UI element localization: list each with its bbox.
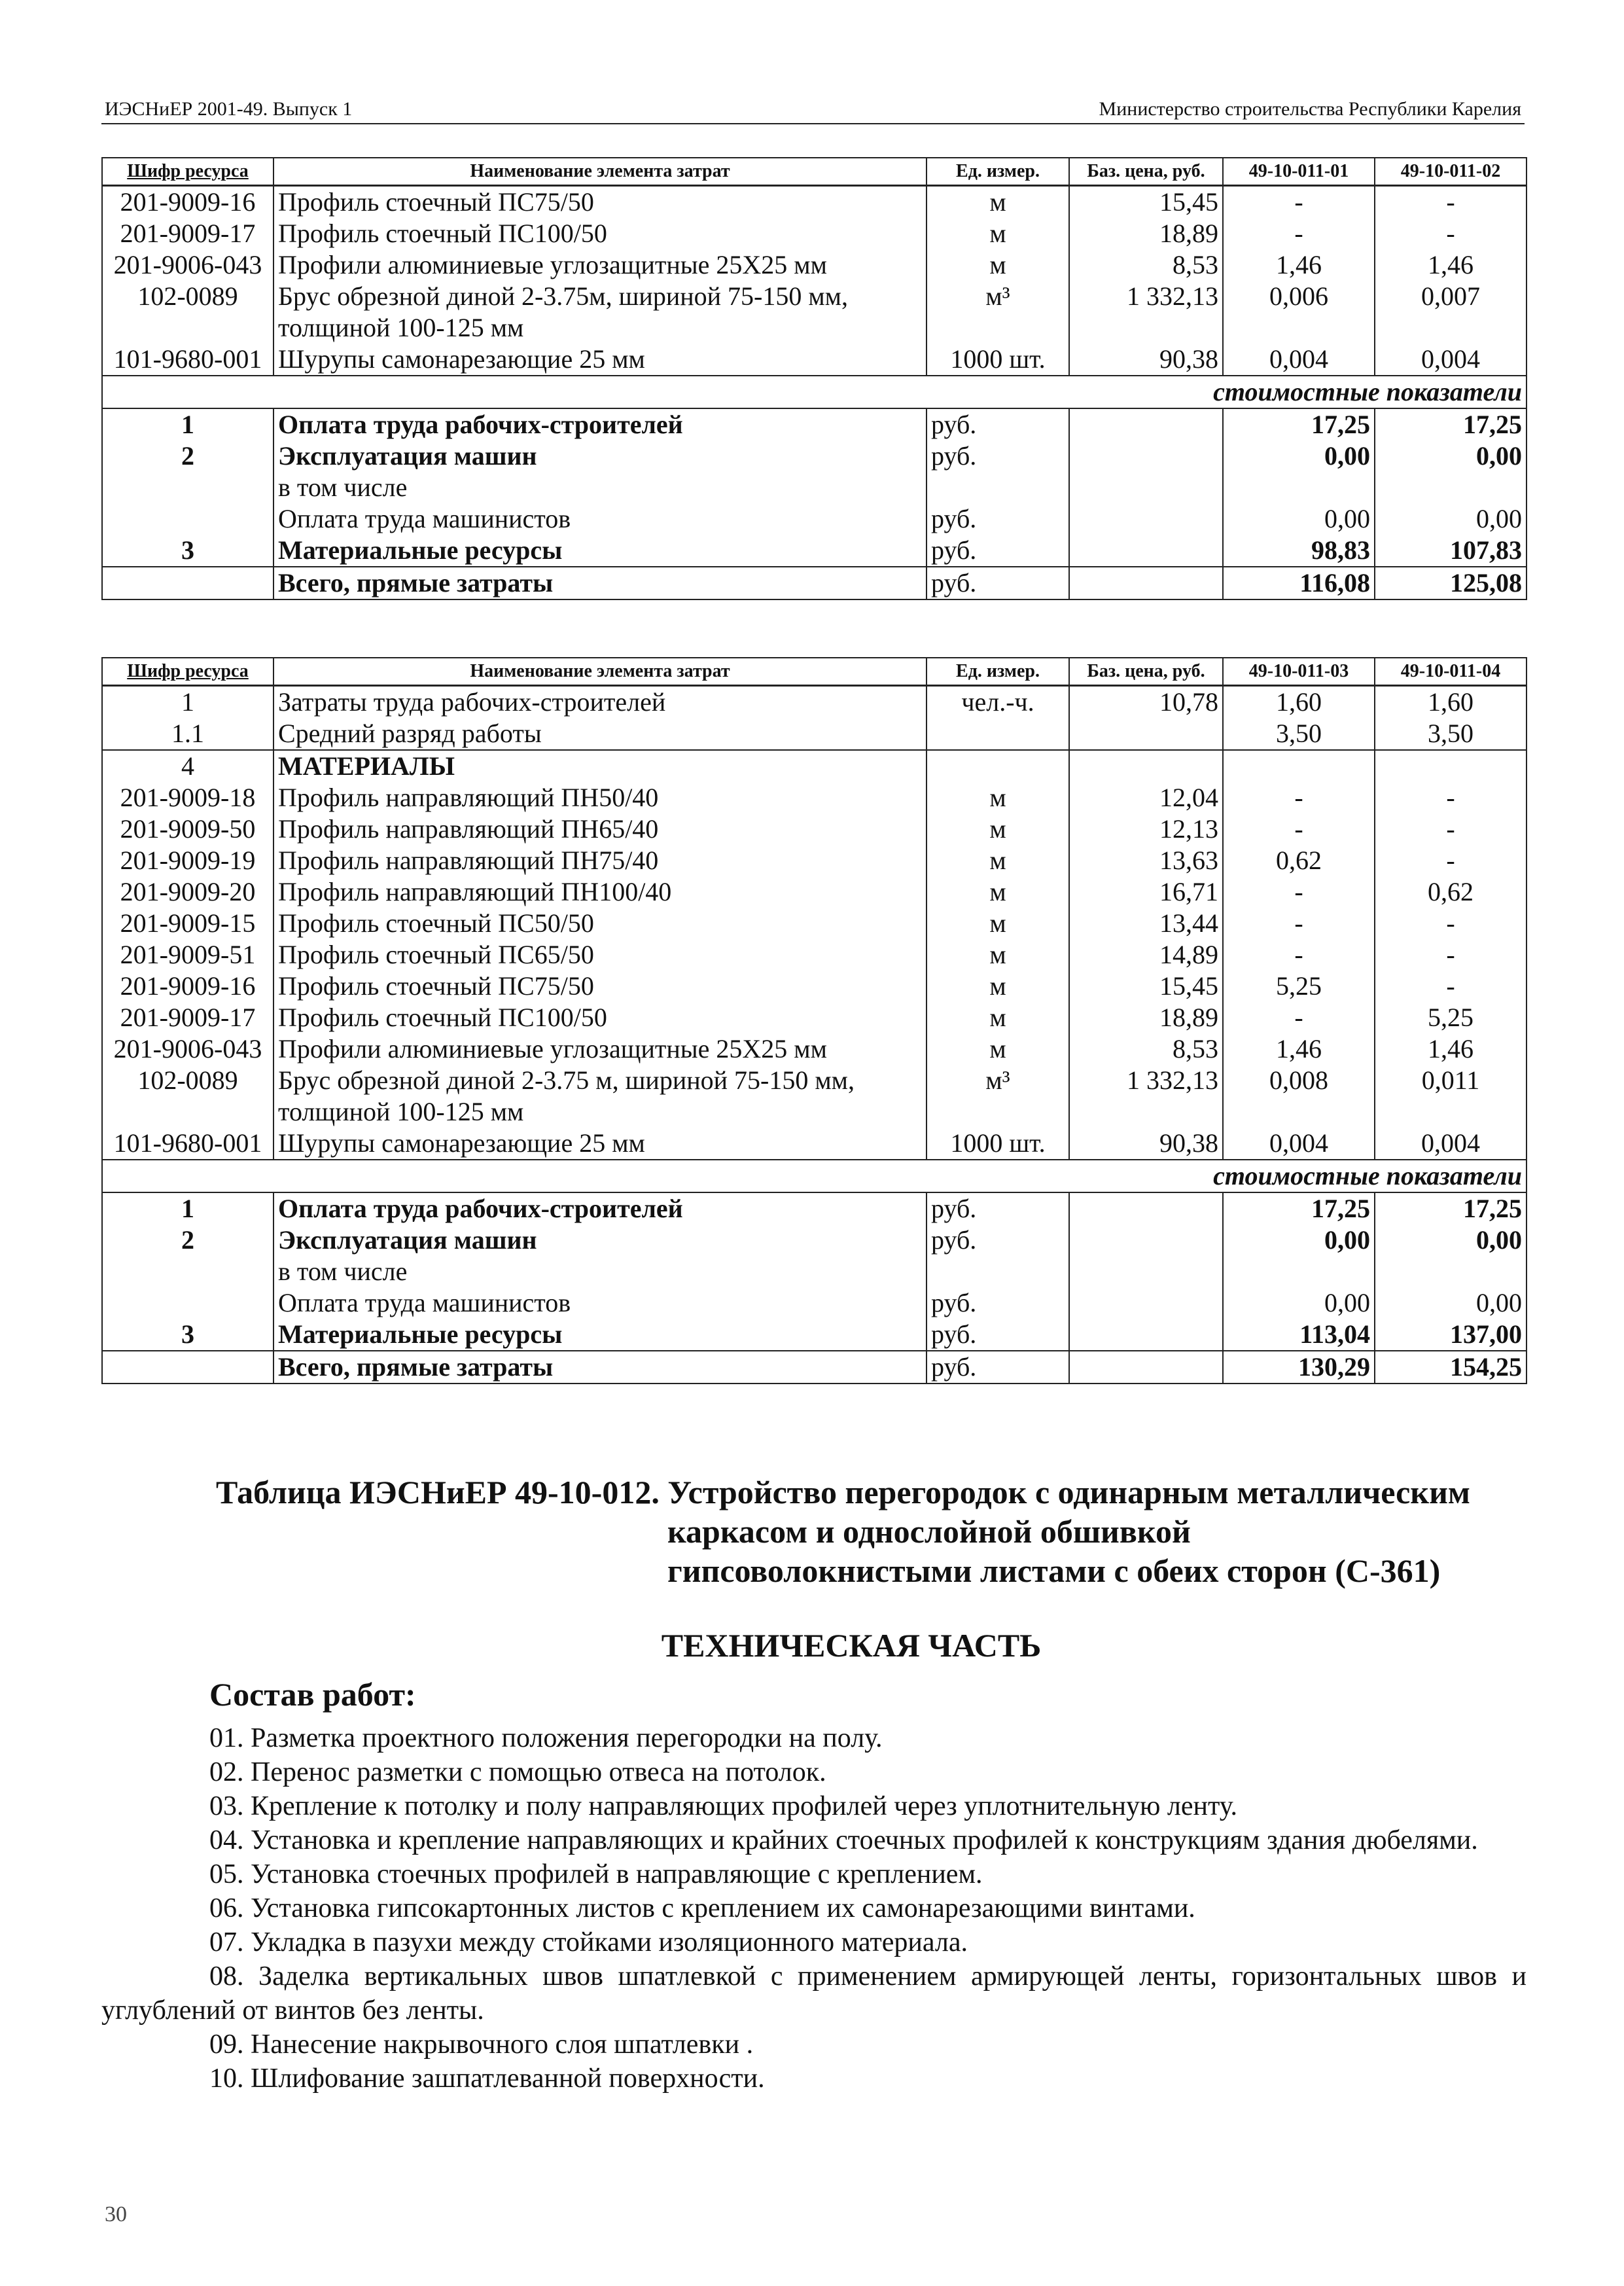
norm-value: 1,46 [1375, 249, 1527, 281]
cost-name: в том числе [274, 1256, 927, 1287]
norm-value: - [1223, 218, 1375, 249]
empty-cell [1069, 503, 1223, 535]
work-item: 03. Крепление к потолку и полу направляющих профилей через уплотнительную ленту. [209, 1791, 1238, 1821]
works-heading: Состав работ: [209, 1676, 416, 1713]
cost-unit [927, 472, 1069, 503]
resource-name: Профиль стоечный ПС100/50 [274, 218, 927, 249]
norm-value: - [1223, 939, 1375, 971]
cost-row [102, 408, 1527, 440]
base-price: 90,38 [1069, 1128, 1223, 1160]
cost-value: 17,25 [1223, 408, 1375, 440]
cost-code [102, 1256, 274, 1287]
cost-value: 137,00 [1375, 1319, 1527, 1351]
cost-value: 0,00 [1375, 503, 1527, 535]
table-row [102, 218, 1527, 249]
section-code: 4 [102, 750, 274, 782]
norm-value: 3,50 [1375, 718, 1527, 750]
cost-code [102, 472, 274, 503]
empty-cell [927, 750, 1069, 782]
column-header: Баз. цена, руб. [1069, 658, 1223, 686]
norm-value: - [1223, 186, 1375, 219]
column-header: 49-10-011-03 [1223, 658, 1375, 686]
table-header [102, 658, 1527, 686]
resource-unit: 1000 шт. [927, 344, 1069, 376]
cost-unit: руб. [927, 1224, 1069, 1256]
table-row [102, 813, 1527, 845]
empty-cell [1069, 1224, 1223, 1256]
table-row [102, 845, 1527, 876]
cost-code: 3 [102, 535, 274, 567]
resource-name: Брус обрезной диной 2-3.75м, шириной 75-150 мм, толщиной 100-125 мм [274, 281, 927, 344]
norm-value: - [1223, 1002, 1375, 1033]
base-price: 13,63 [1069, 845, 1223, 876]
page-header [101, 98, 1525, 124]
column-header: Наименование элемента затрат [274, 158, 927, 186]
resource-name: Средний разряд работы [274, 718, 927, 750]
norm-value: 3,50 [1223, 718, 1375, 750]
resource-unit: м [927, 908, 1069, 939]
resource-code: 201-9009-50 [102, 813, 274, 845]
resource-name: Профиль стоечный ПС75/50 [274, 971, 927, 1002]
work-item: 05. Установка стоечных профилей в направляющие с креплением. [209, 1859, 983, 1889]
resource-code: 102-0089 [102, 281, 274, 344]
resource-unit [927, 718, 1069, 750]
cost-unit: руб. [927, 503, 1069, 535]
table-row [102, 686, 1527, 719]
work-item: 01. Разметка проектного положения перегородки на полу. [209, 1723, 883, 1753]
empty-cell [1069, 1192, 1223, 1224]
norm-value: 0,004 [1375, 1128, 1527, 1160]
norm-value: 1,46 [1223, 1033, 1375, 1065]
norm-value: 1,46 [1223, 249, 1375, 281]
resource-code: 1.1 [102, 718, 274, 750]
resource-code: 201-9006-043 [102, 1033, 274, 1065]
cost-code [102, 1287, 274, 1319]
base-price: 1 332,13 [1069, 281, 1223, 344]
resource-code: 201-9009-15 [102, 908, 274, 939]
norm-value: 0,008 [1223, 1065, 1375, 1128]
cost-code [102, 503, 274, 535]
cost-row [102, 1256, 1527, 1287]
norm-value: 5,25 [1223, 971, 1375, 1002]
cost-value: 0,00 [1223, 440, 1375, 472]
cost-name: Эксплуатация машин [274, 1224, 927, 1256]
cost-name: Материальные ресурсы [274, 535, 927, 567]
norm-value: - [1223, 908, 1375, 939]
cost-value: 17,25 [1223, 1192, 1375, 1224]
cost-name: Оплата труда рабочих-строителей [274, 1192, 927, 1224]
base-price: 18,89 [1069, 1002, 1223, 1033]
resource-unit: м [927, 813, 1069, 845]
resource-name: Профили алюминиевые углозащитные 25Х25 мм [274, 1033, 927, 1065]
resource-unit: м [927, 249, 1069, 281]
total-row [102, 1351, 1527, 1384]
cost-indicators-label: стоимостные показатели [102, 1160, 1527, 1192]
table-row [102, 908, 1527, 939]
table-row [102, 1128, 1527, 1160]
resource-unit: чел.-ч. [927, 686, 1069, 719]
cost-value: 107,83 [1375, 535, 1527, 567]
base-price: 8,53 [1069, 249, 1223, 281]
resource-code: 201-9009-17 [102, 1002, 274, 1033]
table-row [102, 249, 1527, 281]
cost-name: Материальные ресурсы [274, 1319, 927, 1351]
header-doc-title: ИЭСНиЕР 2001-49. Выпуск 1 [105, 98, 353, 120]
empty-cell [1069, 472, 1223, 503]
resource-unit: м [927, 1002, 1069, 1033]
cost-indicators-label: стоимостные показатели [102, 376, 1527, 408]
table-row [102, 1002, 1527, 1033]
cost-value [1223, 1256, 1375, 1287]
base-price: 16,71 [1069, 876, 1223, 908]
norm-value: 0,004 [1223, 344, 1375, 376]
norm-value: - [1223, 813, 1375, 845]
norm-value: - [1375, 939, 1527, 971]
table-row [102, 939, 1527, 971]
norm-value: 0,006 [1223, 281, 1375, 344]
cost-value: 113,04 [1223, 1319, 1375, 1351]
work-item: 02. Перенос разметки с помощью отвеса на потолок. [209, 1757, 826, 1787]
cost-value: 0,00 [1375, 1287, 1527, 1319]
empty-cell [1069, 1256, 1223, 1287]
table-row [102, 876, 1527, 908]
cost-name: Оплата труда рабочих-строителей [274, 408, 927, 440]
section-title [216, 1473, 1544, 1590]
resource-name: Брус обрезной диной 2-3.75 м, шириной 75-150 мм, толщиной 100-125 мм [274, 1065, 927, 1128]
norm-value: 0,004 [1223, 1128, 1375, 1160]
resource-code: 102-0089 [102, 1065, 274, 1128]
cost-code: 2 [102, 1224, 274, 1256]
resource-code: 201-9009-17 [102, 218, 274, 249]
column-header: 49-10-011-01 [1223, 158, 1375, 186]
norm-value: 0,011 [1375, 1065, 1527, 1128]
cost-name: Эксплуатация машин [274, 440, 927, 472]
column-header: Баз. цена, руб. [1069, 158, 1223, 186]
empty-cell [102, 567, 274, 599]
resource-name: Профиль направляющий ПН50/40 [274, 782, 927, 813]
norm-value: - [1375, 218, 1527, 249]
resource-unit: 1000 шт. [927, 1128, 1069, 1160]
total-value: 154,25 [1375, 1351, 1527, 1384]
cost-row [102, 1319, 1527, 1351]
resource-code: 101-9680-001 [102, 344, 274, 376]
resource-code: 1 [102, 686, 274, 719]
header-ministry: Министерство строительства Республики Карелия [1099, 98, 1521, 120]
cost-unit: руб. [927, 1287, 1069, 1319]
cost-value [1375, 1256, 1527, 1287]
column-header: 49-10-011-02 [1375, 158, 1527, 186]
cost-value [1223, 472, 1375, 503]
norm-value: 1,60 [1223, 686, 1375, 719]
base-price: 12,04 [1069, 782, 1223, 813]
resource-code: 201-9009-18 [102, 782, 274, 813]
norm-value: 0,007 [1375, 281, 1527, 344]
empty-cell [1223, 750, 1375, 782]
cost-code: 3 [102, 1319, 274, 1351]
cost-row [102, 472, 1527, 503]
title-line-3: гипсоволокнистыми листами с обеих сторон (С-361) [667, 1552, 1441, 1589]
empty-cell [1069, 1319, 1223, 1351]
base-price: 90,38 [1069, 344, 1223, 376]
resource-name: Профиль стоечный ПС50/50 [274, 908, 927, 939]
norm-value: - [1375, 908, 1527, 939]
cost-indicators-row [102, 376, 1527, 408]
cost-value [1375, 472, 1527, 503]
resource-name: Профиль стоечный ПС65/50 [274, 939, 927, 971]
cost-value: 0,00 [1375, 440, 1527, 472]
total-value: 116,08 [1223, 567, 1375, 599]
base-price: 18,89 [1069, 218, 1223, 249]
empty-cell [1069, 750, 1223, 782]
base-price: 12,13 [1069, 813, 1223, 845]
table-row [102, 971, 1527, 1002]
cost-value: 0,00 [1375, 1224, 1527, 1256]
norm-value: 5,25 [1375, 1002, 1527, 1033]
cost-unit: руб. [927, 535, 1069, 567]
column-header: Шифр ресурса [102, 658, 274, 686]
cost-row [102, 440, 1527, 472]
norm-value: 0,62 [1375, 876, 1527, 908]
base-price: 1 332,13 [1069, 1065, 1223, 1128]
cost-value: 0,00 [1223, 1287, 1375, 1319]
work-item: 06. Установка гипсокартонных листов с креплением их самонарезающими винтами. [209, 1893, 1195, 1923]
resource-name: Профили алюминиевые углозащитные 25Х25 мм [274, 249, 927, 281]
cost-code: 1 [102, 1192, 274, 1224]
base-price: 10,78 [1069, 686, 1223, 719]
resource-unit: м [927, 939, 1069, 971]
table-row [102, 186, 1527, 219]
total-label: Всего, прямые затраты [274, 1351, 927, 1384]
table-row [102, 281, 1527, 344]
table-row [102, 782, 1527, 813]
norm-value: - [1375, 971, 1527, 1002]
title-line-1: Таблица ИЭСНиЕР 49-10-012. Устройство перегородок с одинарным металлическим [216, 1474, 1470, 1510]
norm-value: 0,62 [1223, 845, 1375, 876]
empty-cell [1069, 1287, 1223, 1319]
work-item: 07. Укладка в пазухи между стойками изоляционного материала. [209, 1927, 968, 1957]
cost-unit: руб. [927, 440, 1069, 472]
base-price: 15,45 [1069, 971, 1223, 1002]
base-price: 8,53 [1069, 1033, 1223, 1065]
resource-unit: м [927, 782, 1069, 813]
resource-name: Профиль стоечный ПС75/50 [274, 186, 927, 219]
column-header: Ед. измер. [927, 158, 1069, 186]
cost-value: 0,00 [1223, 503, 1375, 535]
cost-value: 17,25 [1375, 1192, 1527, 1224]
resource-code: 201-9009-19 [102, 845, 274, 876]
resource-unit: м [927, 876, 1069, 908]
resource-code: 201-9009-51 [102, 939, 274, 971]
table-row [102, 718, 1527, 750]
resource-unit: м³ [927, 1065, 1069, 1128]
cost-value: 17,25 [1375, 408, 1527, 440]
empty-cell [1069, 1351, 1223, 1384]
column-header: Ед. измер. [927, 658, 1069, 686]
empty-cell [1069, 408, 1223, 440]
cost-unit: руб. [927, 1192, 1069, 1224]
total-value: 125,08 [1375, 567, 1527, 599]
work-item: 10. Шлифование зашпатлеванной поверхности. [209, 2063, 765, 2094]
cost-unit [927, 1256, 1069, 1287]
total-label: Всего, прямые затраты [274, 567, 927, 599]
resource-table-1 [101, 157, 1527, 600]
cost-row [102, 1224, 1527, 1256]
base-price: 13,44 [1069, 908, 1223, 939]
resource-unit: м [927, 1033, 1069, 1065]
resource-name: Затраты труда рабочих-строителей [274, 686, 927, 719]
total-unit: руб. [927, 567, 1069, 599]
resource-unit: м [927, 186, 1069, 219]
resource-name: Профиль направляющий ПН75/40 [274, 845, 927, 876]
cost-unit: руб. [927, 1319, 1069, 1351]
norm-value: - [1375, 186, 1527, 219]
table-header [102, 158, 1527, 186]
works-list [101, 1721, 1527, 2096]
empty-cell [102, 1351, 274, 1384]
norm-value: - [1223, 782, 1375, 813]
table-row [102, 1065, 1527, 1128]
resource-name: Профиль направляющий ПН100/40 [274, 876, 927, 908]
norm-value: - [1375, 845, 1527, 876]
materials-heading-row [102, 750, 1527, 782]
cost-indicators-row [102, 1160, 1527, 1192]
resource-name: Профиль стоечный ПС100/50 [274, 1002, 927, 1033]
norm-value: 1,46 [1375, 1033, 1527, 1065]
work-item: 08. Заделка вертикальных швов шпатлевкой с применением армирующей ленты, горизонтальных швов и углублений от винтов без ленты. [101, 1961, 1527, 2026]
cost-name: Оплата труда машинистов [274, 503, 927, 535]
empty-cell [1375, 750, 1527, 782]
resource-code: 201-9006-043 [102, 249, 274, 281]
total-unit: руб. [927, 1351, 1069, 1384]
column-header: Шифр ресурса [102, 158, 274, 186]
base-price [1069, 718, 1223, 750]
resource-code: 201-9009-16 [102, 971, 274, 1002]
total-row [102, 567, 1527, 599]
title-line-2: каркасом и однослойной обшивкой [667, 1513, 1191, 1550]
column-header: Наименование элемента затрат [274, 658, 927, 686]
resource-unit: м [927, 971, 1069, 1002]
cost-name: в том числе [274, 472, 927, 503]
cost-row [102, 1192, 1527, 1224]
resource-name: Профиль направляющий ПН65/40 [274, 813, 927, 845]
cost-code: 1 [102, 408, 274, 440]
column-header: 49-10-011-04 [1375, 658, 1527, 686]
norm-value: 1,60 [1375, 686, 1527, 719]
empty-cell [1069, 535, 1223, 567]
resource-unit: м [927, 218, 1069, 249]
empty-cell [1069, 440, 1223, 472]
norm-value: - [1223, 876, 1375, 908]
resource-code: 201-9009-20 [102, 876, 274, 908]
cost-value: 98,83 [1223, 535, 1375, 567]
norm-value: 0,004 [1375, 344, 1527, 376]
cost-row [102, 1287, 1527, 1319]
resource-code: 201-9009-16 [102, 186, 274, 219]
work-item: 04. Установка и крепление направляющих и крайних стоечных профилей к конструкциям здания дюбелями. [209, 1825, 1478, 1855]
page-number: 30 [105, 2202, 127, 2226]
section-title: МАТЕРИАЛЫ [274, 750, 927, 782]
resource-table-2 [101, 657, 1527, 1384]
resource-code: 101-9680-001 [102, 1128, 274, 1160]
base-price: 14,89 [1069, 939, 1223, 971]
cost-name: Оплата труда машинистов [274, 1287, 927, 1319]
table-row [102, 1033, 1527, 1065]
cost-row [102, 535, 1527, 567]
cost-code: 2 [102, 440, 274, 472]
total-value: 130,29 [1223, 1351, 1375, 1384]
table-row [102, 344, 1527, 376]
tech-heading: ТЕХНИЧЕСКАЯ ЧАСТЬ [661, 1627, 1042, 1664]
norm-value: - [1375, 813, 1527, 845]
work-item: 09. Нанесение накрывочного слоя шпатлевки . [209, 2029, 754, 2060]
resource-unit: м [927, 845, 1069, 876]
resource-name: Шурупы самонарезающие 25 мм [274, 344, 927, 376]
norm-value: - [1375, 782, 1527, 813]
cost-unit: руб. [927, 408, 1069, 440]
base-price: 15,45 [1069, 186, 1223, 219]
cost-value: 0,00 [1223, 1224, 1375, 1256]
resource-name: Шурупы самонарезающие 25 мм [274, 1128, 927, 1160]
empty-cell [1069, 567, 1223, 599]
cost-row [102, 503, 1527, 535]
resource-unit: м³ [927, 281, 1069, 344]
